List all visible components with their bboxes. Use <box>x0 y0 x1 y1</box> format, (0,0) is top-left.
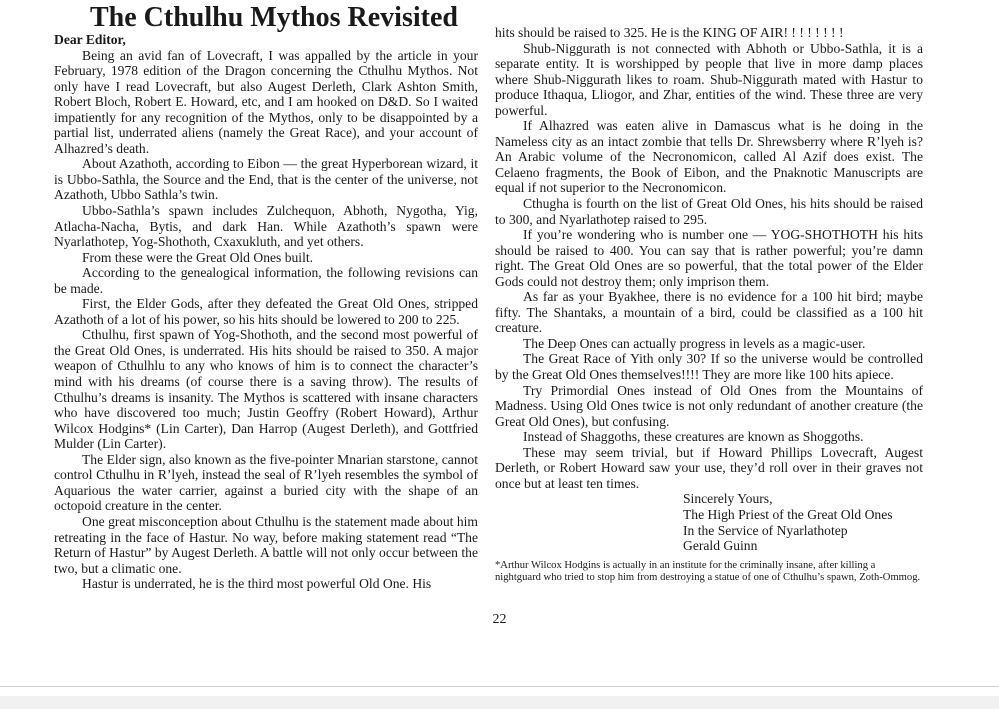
signature-line: In the Service of Nyarlathotep <box>683 522 848 538</box>
footnote: *Arthur Wilcox Hodgins is actually in an institute for the criminally insane, after killing a nightguard who tried to stop him from destroying a statue of one of Cthulhu’s spawn, Zoth-Ommog. <box>495 559 921 583</box>
column-left <box>54 32 478 592</box>
paragraph: As far as your Byakhee, there is no evidence for a 100 hit bird; maybe fifty. The Shantaks, a mountain of a bird, could be classified as a 100 hit creature. <box>495 289 923 336</box>
paragraph: If Alhazred was eaten alive in Damascus what is he doing in the Nameless city as an intact zombie that tells Dr. Shrewsberry where R’lyeh is? An Arabic volume of the Necronomicon, called Al Azif does exist. The Celaeno fragments, the Book of Eibon, and the Pnaknotic Manuscripts are equal if not superior to the Necronomicon. <box>495 118 923 196</box>
paragraph: Cthulhu, first spawn of Yog-Shothoth, and the second most powerful of the Great Old Ones, is underrated. His hits should be raised to 350. A major weapon of Cthulhlu to any who knows of him is to connect the character’s mind with his dreams (of course there is a saving throw). The results of Cthulhu’s dreams is insanity. The Mythos is scattered with insane characters who have discovered too much; Justin Geoffry (Robert Howard), Arthur Wilcox Hodgins* (Lin Carter), Dan Harrop (Augest Derleth), and Gottfried Mulder (Lin Carter). <box>54 327 478 452</box>
paragraph: Instead of Shaggoths, these creatures are known as Shoggoths. <box>523 429 864 445</box>
paragraph: If you’re wondering who is number one — YOG-SHOTHOTH his hits should be raised to 400. You can say that is rather powerful; you’re damn right. The Great Old Ones are so powerful, that the total power of the Elder Gods could not destroy them; only imprison them. <box>495 227 923 289</box>
page-number: 22 <box>492 612 507 627</box>
paragraph: Try Primordial Ones instead of Old Ones from the Mountains of Madness. Using Old Ones twice is not only redundant of another creature (the Great Old Ones), but confusing. <box>495 382 923 429</box>
salutation: Dear Editor, <box>54 32 126 47</box>
paragraph: The Great Race of Yith only 30? If so the universe would be controlled by the Great Old Ones themselves!!!! They are more like 100 hits apiece. <box>495 351 923 383</box>
paragraph-continued: hits should be raised to 325. He is the KING OF AIR! ! ! ! ! ! ! ! <box>495 25 844 40</box>
paragraph: Being an avid fan of Lovecraft, I was appalled by the article in your February, 1978 edition of the Dragon concerning the Cthulhu Mythos. Not only have I read Lovecraft, but also Augest Derleth, Clark Ashton Smith, Robert Bloch, Robert E. Howard, etc, and I am hooked on D&D. So I waited impatiently for any recognition of the Mythos, only to be disappointed by a partial list, underrated aliens (namely the Great Race), and your account of Alhazred’s death. <box>54 47 478 156</box>
signature-line: Sincerely Yours, <box>683 491 773 507</box>
paragraph: Hastur is underrated, he is the third most powerful Old One. His <box>82 576 432 592</box>
column-right <box>495 25 923 584</box>
paragraph: Ubbo-Sathla’s spawn includes Zulchequon, Abhoth, Nygotha, Yig, Atlacha-Nacha, Bytis, and dark Han. While Azathoth’s spawn were Nyarlathotep, Yog-Shothoth, Cxaxukluth, and yet others. <box>54 203 478 250</box>
paragraph: First, the Elder Gods, after they defeated the Great Old Ones, stripped Azathoth of a lot of his power, so his hits should be lowered to 200 to 225. <box>54 296 478 327</box>
signature-line: The High Priest of the Great Old Ones <box>683 506 893 522</box>
paragraph: The Deep Ones can actually progress in levels as a magic-user. <box>523 335 866 351</box>
signature-name: Gerald Guinn <box>683 538 758 554</box>
paragraph: Cthugha is fourth on the list of Great Old Ones, his hits should be raised to 300, and Nyarlathotep raised to 295. <box>495 196 923 227</box>
article-title: The Cthulhu Mythos Revisited <box>90 2 458 33</box>
page-bottom-rule <box>0 686 999 687</box>
paragraph: One great misconception about Cthulhu is the statement made about him retreating in the face of Hastur. No way, before making statement read “The Return of Hastur” by Augest Derleth. A battle will not only occur between the two, but a climatic one. <box>54 513 478 576</box>
paragraph: From these were the Great Old Ones built. <box>82 249 314 265</box>
paragraph: The Elder sign, also known as the five-pointer Mnarian starstone, cannot control Cthulhu in R’lyeh, instead the seal of R’lyeh resembles the symbol of Aquarious the water carrier, against a buried city with the shape of an octopoid creature in the center. <box>54 451 478 514</box>
paragraph: These may seem trivial, but if Howard Phillips Lovecraft, Augest Derleth, or Robert Howard saw your use, they’d roll over in their graves not once but at least ten times. <box>495 444 923 491</box>
page-bottom-shadow <box>0 696 999 709</box>
paragraph: According to the genealogical information, the following revisions can be made. <box>54 265 478 296</box>
paragraph: Shub-Niggurath is not connected with Abhoth or Ubbo-Sathla, it is a separate entity. It is worshipped by people that live in more damp places where Shub-Niggurath likes to roam. Shub-Niggurath mated with Hastur to produce Ithaqua, Lliogor, and Zhar, entities of the wind. These three are very powerful. <box>495 40 923 118</box>
paragraph: About Azathoth, according to Eibon — the great Hyperborean wizard, it is Ubbo-Sathla, the Source and the End, that is the center of the universe, not Azathoth, Ubbo Sathla’s twin. <box>54 156 478 203</box>
